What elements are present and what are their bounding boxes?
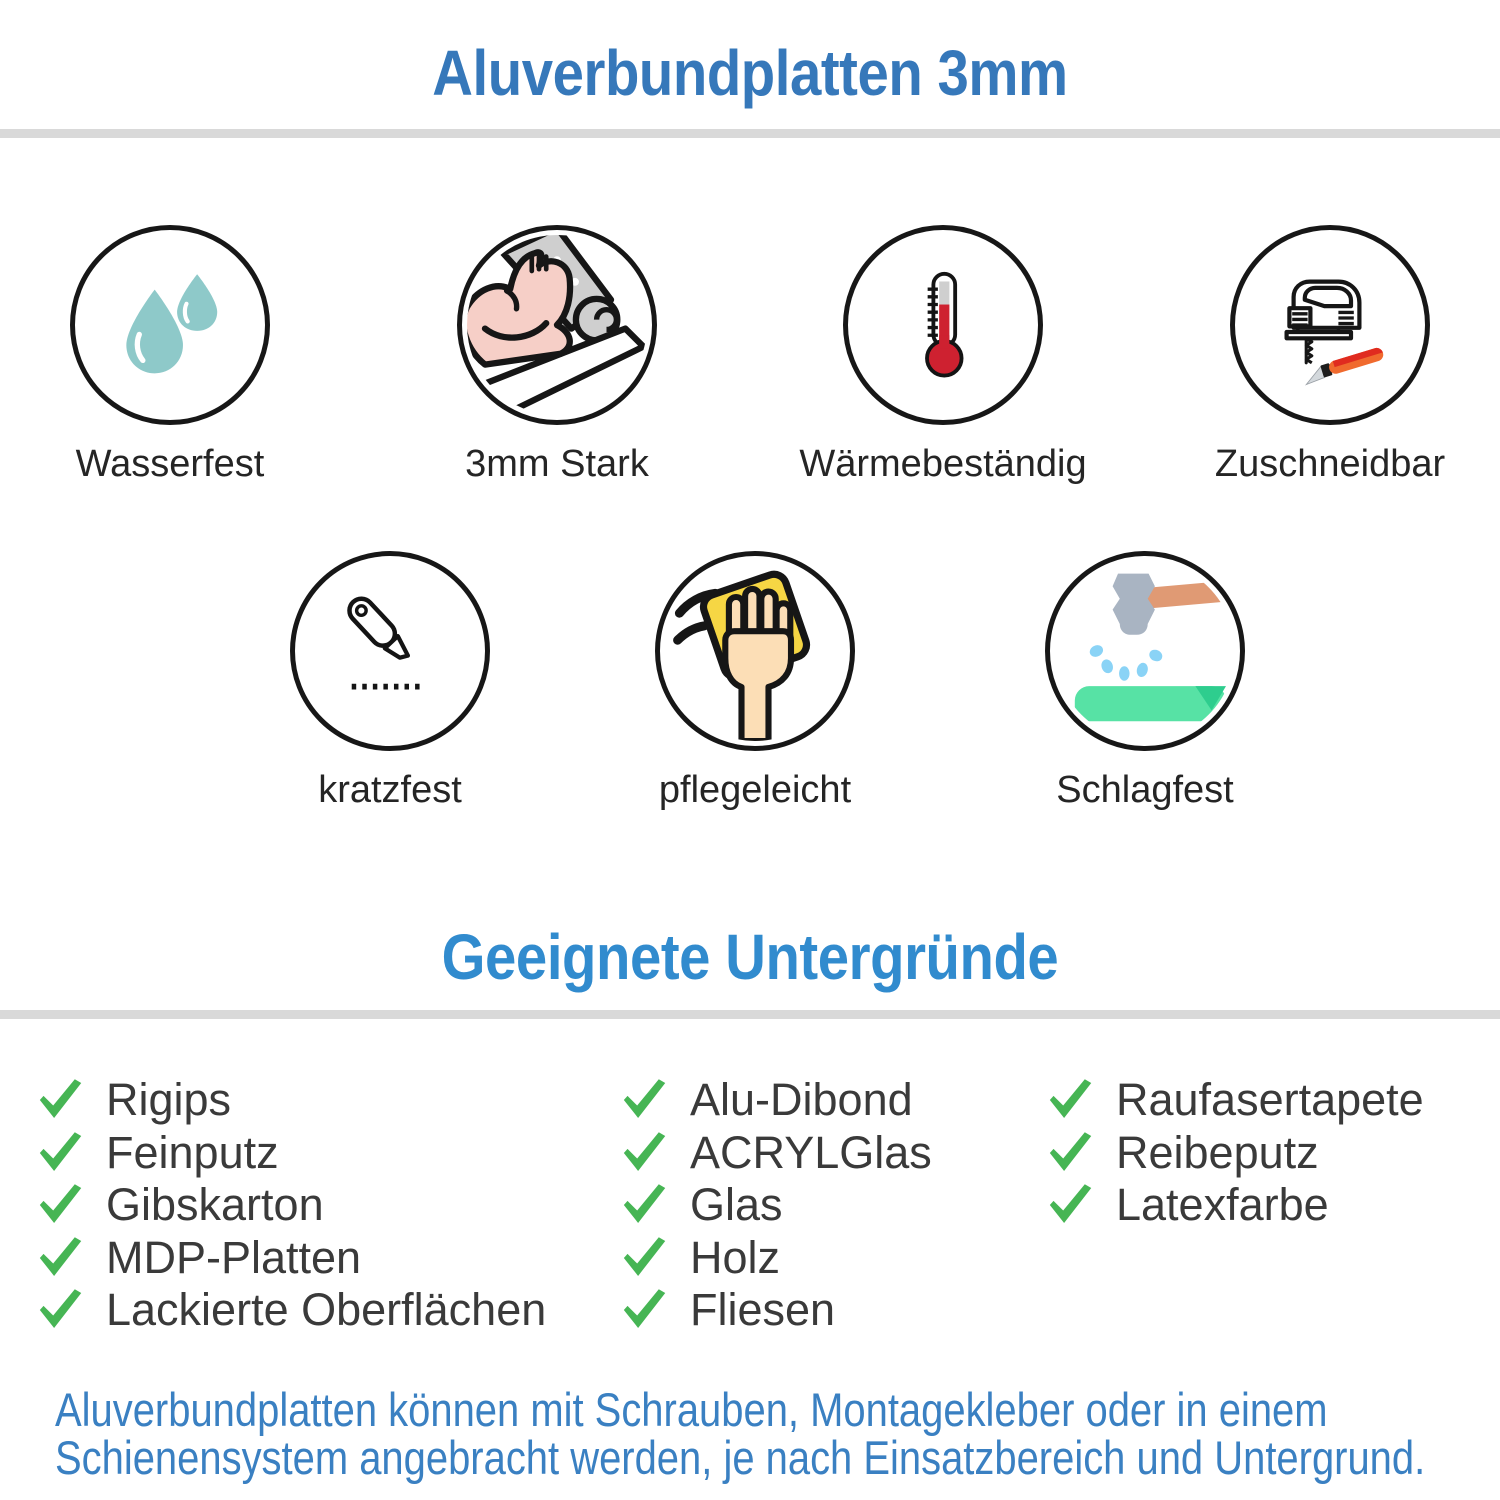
substrate-item bbox=[622, 1232, 932, 1285]
check-icon bbox=[38, 1182, 84, 1228]
substrate-label: Glas bbox=[690, 1179, 783, 1231]
feature-card-waermebestaendig bbox=[778, 225, 1108, 486]
substrate-label: MDP-Platten bbox=[106, 1231, 362, 1283]
feature-card-3mm-stark bbox=[392, 225, 722, 486]
substrate-item bbox=[38, 1074, 546, 1127]
check-icon bbox=[1048, 1077, 1094, 1123]
feature-label: kratzfest bbox=[318, 769, 462, 811]
substrate-label: Reibeputz bbox=[1116, 1126, 1319, 1178]
feature-label: Wärmebeständig bbox=[799, 443, 1087, 485]
substrate-label: Alu-Dibond bbox=[690, 1074, 913, 1126]
feature-card-zuschneidbar bbox=[1165, 225, 1495, 486]
feature-card-pflegeleicht bbox=[590, 551, 920, 812]
substrate-label: Gibskarton bbox=[106, 1179, 324, 1231]
feature-circle bbox=[655, 551, 855, 751]
substrate-item bbox=[1048, 1127, 1424, 1180]
substrate-item bbox=[1048, 1074, 1424, 1127]
footer-line: Schienensystem angebracht werden, je nach Einsatzbereich und Untergrund. bbox=[55, 1431, 1426, 1484]
muscle-arm-panel-icon bbox=[467, 235, 647, 415]
check-icon bbox=[38, 1235, 84, 1281]
substrate-label: Lackierte Oberflächen bbox=[106, 1284, 547, 1336]
check-icon bbox=[38, 1077, 84, 1123]
check-icon bbox=[622, 1077, 668, 1123]
footer-line: Aluverbundplatten können mit Schrauben, Montagekleber oder in einem bbox=[55, 1383, 1328, 1436]
wiping-hand-icon bbox=[665, 561, 845, 741]
water-drops-icon bbox=[111, 266, 229, 384]
substrate-item bbox=[38, 1179, 546, 1232]
substrates-column-1 bbox=[38, 1074, 546, 1337]
feature-label: Zuschneidbar bbox=[1214, 443, 1446, 485]
feature-label: Schlagfest bbox=[1056, 769, 1234, 811]
page-title: Aluverbundplatten 3mm bbox=[432, 37, 1068, 109]
substrate-label: Raufasertapete bbox=[1116, 1074, 1424, 1126]
check-icon bbox=[622, 1287, 668, 1333]
hammer-impact-icon bbox=[1055, 561, 1235, 741]
jigsaw-cutter-icon bbox=[1260, 255, 1400, 395]
substrate-item bbox=[622, 1179, 932, 1232]
feature-circle bbox=[290, 551, 490, 751]
feature-label: Wasserfest bbox=[75, 443, 265, 485]
check-icon bbox=[38, 1130, 84, 1176]
feature-circle bbox=[843, 225, 1043, 425]
substrate-item bbox=[38, 1127, 546, 1180]
substrate-label: Fliesen bbox=[690, 1284, 836, 1336]
substrate-item bbox=[622, 1284, 932, 1337]
feature-circle bbox=[1230, 225, 1430, 425]
feature-circle bbox=[457, 225, 657, 425]
check-icon bbox=[1048, 1182, 1094, 1228]
substrate-label: ACRYLGlas bbox=[690, 1126, 932, 1178]
substrate-item bbox=[38, 1284, 546, 1337]
substrate-item bbox=[38, 1232, 546, 1285]
substrates-column-2 bbox=[622, 1074, 932, 1337]
substrate-label: Rigips bbox=[106, 1074, 232, 1126]
feature-card-wasserfest bbox=[5, 225, 335, 486]
check-icon bbox=[38, 1287, 84, 1333]
thermometer-icon bbox=[879, 261, 1007, 389]
feature-label: 3mm Stark bbox=[465, 443, 649, 485]
substrate-label: Holz bbox=[690, 1231, 781, 1283]
substrate-item bbox=[622, 1127, 932, 1180]
feature-circle bbox=[70, 225, 270, 425]
substrate-label: Latexfarbe bbox=[1116, 1179, 1329, 1231]
substrate-item bbox=[1048, 1179, 1424, 1232]
substrate-label: Feinputz bbox=[106, 1126, 279, 1178]
check-icon bbox=[622, 1235, 668, 1281]
utility-knife-icon bbox=[324, 585, 456, 717]
feature-label: pflegeleicht bbox=[658, 769, 852, 811]
feature-circle bbox=[1045, 551, 1245, 751]
page-title-untergruende: Geeignete Untergründe bbox=[441, 921, 1059, 993]
section-divider bbox=[0, 1010, 1500, 1019]
feature-card-kratzfest bbox=[225, 551, 555, 812]
substrates-column-3 bbox=[1048, 1074, 1424, 1232]
substrate-item bbox=[622, 1074, 932, 1127]
check-icon bbox=[622, 1130, 668, 1176]
check-icon bbox=[622, 1182, 668, 1228]
feature-card-schlagfest bbox=[980, 551, 1310, 812]
section-divider bbox=[0, 129, 1500, 138]
footer-note bbox=[55, 1383, 1426, 1484]
check-icon bbox=[1048, 1130, 1094, 1176]
